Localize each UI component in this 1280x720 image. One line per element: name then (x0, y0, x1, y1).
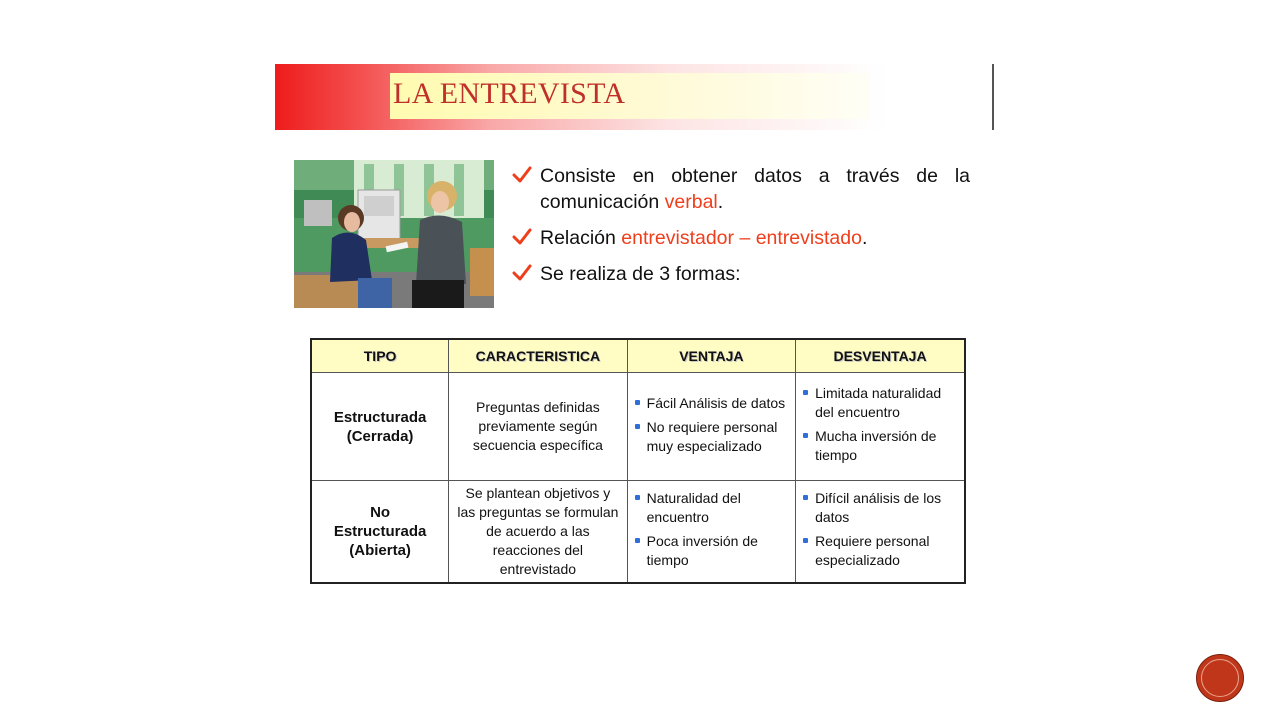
highlight-text: entrevistador – entrevistado (621, 227, 862, 249)
slide-title: LA ENTREVISTA (393, 77, 626, 110)
desventaja-cell (796, 373, 965, 481)
list-item: Difícil análisis de los datos (802, 489, 958, 527)
tipo-cell (311, 373, 449, 481)
tipo-line: Estructurada (333, 523, 427, 540)
table-row (311, 373, 965, 481)
bullet-item (512, 225, 970, 251)
checkmark-icon (512, 263, 532, 283)
list-item: Fácil Análisis de datos (634, 394, 789, 413)
table-header-row (311, 339, 965, 373)
tipo-line: No (370, 504, 391, 521)
tipo-line: Estructurada (333, 408, 427, 426)
list-item: Limitada naturalidad del encuentro (802, 384, 958, 422)
bullet-item (512, 163, 970, 215)
title-divider (992, 64, 994, 130)
bullet-text: Se realiza de 3 formas: (540, 263, 741, 285)
bullet-text: Relación (540, 227, 622, 249)
list-item: No requiere personal muy especializado (634, 418, 789, 456)
list-item: Poca inversión de tiempo (634, 532, 789, 570)
ventaja-cell (627, 373, 795, 481)
bullet-text: Consiste en obtener datos a través de la comunicación (540, 165, 970, 213)
ventaja-cell (627, 481, 795, 584)
checkmark-icon (512, 227, 532, 247)
caracteristica-cell: Se plantean objetivos y las preguntas se formulan de acuerdo a las reacciones del entrevistado (449, 481, 627, 584)
desventaja-cell (796, 481, 965, 584)
bullet-text: . (717, 191, 724, 213)
list-item: Naturalidad del encuentro (634, 489, 789, 527)
tipo-line: (Cerrada) (346, 427, 414, 445)
bullet-text: . (861, 227, 868, 249)
column-header-desventaja: DESVENTAJA (796, 339, 965, 373)
tipo-line: (Abierta) (349, 542, 411, 559)
bullet-list (512, 163, 970, 297)
checkmark-icon (512, 165, 532, 185)
bullet-item (512, 261, 970, 287)
highlight-text: verbal (664, 191, 718, 213)
column-header-caracteristica: CARACTERISTICA (449, 339, 627, 373)
interview-types-table (310, 338, 966, 584)
table-row (311, 481, 965, 584)
tipo-cell (311, 481, 449, 584)
title-banner (275, 64, 995, 130)
caracteristica-cell: Preguntas definidas previamente según secuencia específica (449, 373, 627, 481)
column-header-ventaja: VENTAJA (627, 339, 795, 373)
column-header-tipo: TIPO (311, 339, 449, 373)
interview-photo (294, 160, 494, 308)
next-slide-icon (1201, 659, 1239, 697)
list-item: Mucha inversión de tiempo (802, 427, 958, 465)
next-slide-button[interactable] (1196, 654, 1244, 702)
list-item: Requiere personal especializado (802, 532, 958, 570)
